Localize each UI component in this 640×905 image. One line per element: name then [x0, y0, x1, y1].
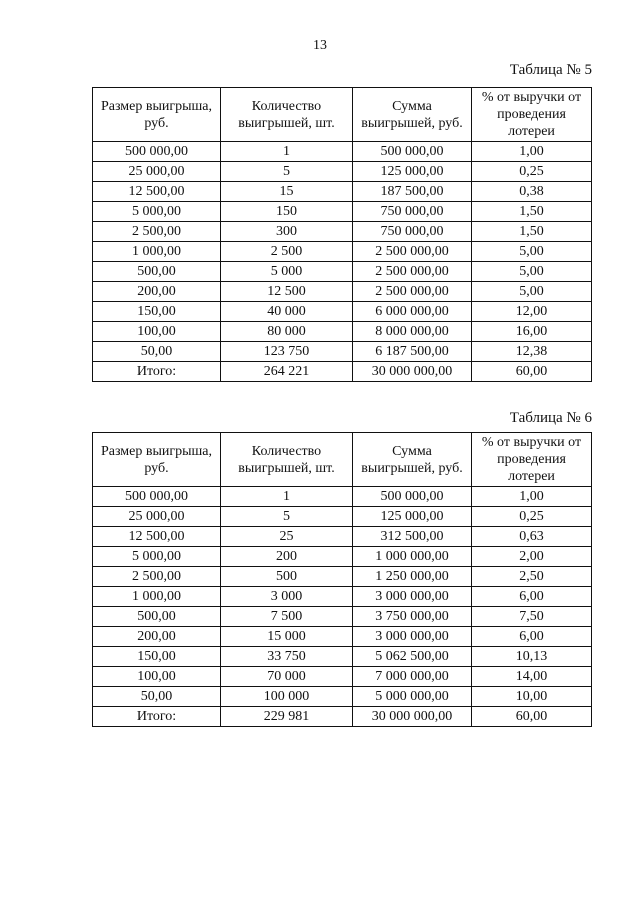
- cell-prize-sum: 6 000 000,00: [353, 302, 472, 322]
- table-row: [93, 262, 592, 282]
- table-row: [93, 567, 592, 587]
- cell-prize-size: 50,00: [93, 687, 221, 707]
- header-prize-count: Количество выигрышей, шт.: [221, 433, 353, 487]
- cell-prize-size: 5 000,00: [93, 547, 221, 567]
- cell-prize-size: 200,00: [93, 627, 221, 647]
- table-row: [93, 507, 592, 527]
- cell-prize-size: Итого:: [93, 362, 221, 382]
- table-row: [93, 647, 592, 667]
- table-row: [93, 487, 592, 507]
- header-prize-size: Размер выигрыша, руб.: [93, 433, 221, 487]
- cell-prize-sum: 312 500,00: [353, 527, 472, 547]
- cell-prize-sum: 3 000 000,00: [353, 627, 472, 647]
- cell-prize-count: 264 221: [221, 362, 353, 382]
- cell-revenue-percent: 1,00: [472, 487, 592, 507]
- header-revenue-percent: % от выручки от проведения лотереи: [472, 88, 592, 142]
- cell-revenue-percent: 2,50: [472, 567, 592, 587]
- cell-prize-count: 3 000: [221, 587, 353, 607]
- table-row: [93, 527, 592, 547]
- cell-prize-count: 300: [221, 222, 353, 242]
- cell-prize-sum: 1 000 000,00: [353, 547, 472, 567]
- cell-prize-sum: 1 250 000,00: [353, 567, 472, 587]
- table-row: [93, 202, 592, 222]
- cell-revenue-percent: 2,00: [472, 547, 592, 567]
- cell-prize-sum: 2 500 000,00: [353, 262, 472, 282]
- prize-table-5: [92, 87, 592, 382]
- cell-revenue-percent: 1,50: [472, 222, 592, 242]
- cell-revenue-percent: 6,00: [472, 587, 592, 607]
- table-row: [93, 342, 592, 362]
- table-total-row: [93, 707, 592, 727]
- cell-prize-size: 2 500,00: [93, 567, 221, 587]
- cell-prize-size: 200,00: [93, 282, 221, 302]
- cell-prize-count: 5: [221, 162, 353, 182]
- table-6-caption: Таблица № 6: [509, 410, 592, 426]
- cell-prize-size: 500,00: [93, 262, 221, 282]
- table-row: [93, 302, 592, 322]
- cell-prize-size: 150,00: [93, 302, 221, 322]
- header-revenue-percent: % от выручки от проведения лотереи: [472, 433, 592, 487]
- cell-prize-size: 500 000,00: [93, 487, 221, 507]
- cell-prize-count: 5: [221, 507, 353, 527]
- cell-prize-size: 500 000,00: [93, 142, 221, 162]
- cell-prize-count: 15: [221, 182, 353, 202]
- header-prize-size: Размер выигрыша, руб.: [93, 88, 221, 142]
- cell-revenue-percent: 5,00: [472, 262, 592, 282]
- table-row: [93, 627, 592, 647]
- cell-prize-sum: 7 000 000,00: [353, 667, 472, 687]
- table-row: [93, 687, 592, 707]
- cell-revenue-percent: 0,63: [472, 527, 592, 547]
- cell-revenue-percent: 1,00: [472, 142, 592, 162]
- cell-revenue-percent: 1,50: [472, 202, 592, 222]
- cell-revenue-percent: 5,00: [472, 242, 592, 262]
- cell-prize-count: 80 000: [221, 322, 353, 342]
- cell-prize-count: 15 000: [221, 627, 353, 647]
- table-row: [93, 607, 592, 627]
- prize-table-6: [92, 432, 592, 727]
- table-row: [93, 322, 592, 342]
- cell-prize-count: 500: [221, 567, 353, 587]
- cell-prize-count: 100 000: [221, 687, 353, 707]
- cell-revenue-percent: 5,00: [472, 282, 592, 302]
- cell-prize-size: 25 000,00: [93, 162, 221, 182]
- cell-prize-size: 150,00: [93, 647, 221, 667]
- cell-prize-sum: 30 000 000,00: [353, 707, 472, 727]
- cell-revenue-percent: 12,38: [472, 342, 592, 362]
- cell-prize-sum: 3 750 000,00: [353, 607, 472, 627]
- cell-prize-size: 25 000,00: [93, 507, 221, 527]
- cell-prize-sum: 125 000,00: [353, 162, 472, 182]
- cell-revenue-percent: 12,00: [472, 302, 592, 322]
- cell-prize-size: 1 000,00: [93, 587, 221, 607]
- table-row: [93, 162, 592, 182]
- cell-prize-count: 25: [221, 527, 353, 547]
- cell-prize-count: 70 000: [221, 667, 353, 687]
- cell-prize-count: 200: [221, 547, 353, 567]
- cell-prize-sum: 125 000,00: [353, 507, 472, 527]
- table-row: [93, 667, 592, 687]
- table-row: [93, 587, 592, 607]
- cell-prize-sum: 3 000 000,00: [353, 587, 472, 607]
- cell-revenue-percent: 6,00: [472, 627, 592, 647]
- table-header-row: [93, 433, 592, 487]
- cell-prize-size: 5 000,00: [93, 202, 221, 222]
- cell-prize-count: 1: [221, 142, 353, 162]
- table-row: [93, 282, 592, 302]
- header-prize-sum: Сумма выигрышей, руб.: [353, 88, 472, 142]
- cell-prize-sum: 8 000 000,00: [353, 322, 472, 342]
- cell-prize-sum: 6 187 500,00: [353, 342, 472, 362]
- cell-prize-size: 50,00: [93, 342, 221, 362]
- cell-revenue-percent: 10,13: [472, 647, 592, 667]
- cell-revenue-percent: 14,00: [472, 667, 592, 687]
- cell-prize-count: 7 500: [221, 607, 353, 627]
- cell-prize-sum: 187 500,00: [353, 182, 472, 202]
- cell-prize-count: 123 750: [221, 342, 353, 362]
- cell-prize-sum: 5 000 000,00: [353, 687, 472, 707]
- table-row: [93, 142, 592, 162]
- cell-prize-count: 40 000: [221, 302, 353, 322]
- header-prize-count: Количество выигрышей, шт.: [221, 88, 353, 142]
- cell-revenue-percent: 7,50: [472, 607, 592, 627]
- table-total-row: [93, 362, 592, 382]
- page-number: 13: [313, 38, 327, 53]
- table-row: [93, 547, 592, 567]
- cell-prize-sum: 500 000,00: [353, 487, 472, 507]
- cell-prize-size: 2 500,00: [93, 222, 221, 242]
- cell-prize-sum: 750 000,00: [353, 222, 472, 242]
- table-header-row: [93, 88, 592, 142]
- cell-prize-count: 33 750: [221, 647, 353, 667]
- cell-prize-size: 12 500,00: [93, 527, 221, 547]
- cell-prize-count: 229 981: [221, 707, 353, 727]
- table-row: [93, 222, 592, 242]
- cell-prize-count: 1: [221, 487, 353, 507]
- cell-prize-sum: 500 000,00: [353, 142, 472, 162]
- cell-revenue-percent: 0,25: [472, 507, 592, 527]
- cell-prize-count: 2 500: [221, 242, 353, 262]
- cell-prize-sum: 750 000,00: [353, 202, 472, 222]
- cell-prize-count: 150: [221, 202, 353, 222]
- cell-prize-sum: 2 500 000,00: [353, 282, 472, 302]
- cell-prize-count: 5 000: [221, 262, 353, 282]
- table-5-caption: Таблица № 5: [509, 62, 592, 78]
- cell-revenue-percent: 0,25: [472, 162, 592, 182]
- cell-prize-size: Итого:: [93, 707, 221, 727]
- cell-prize-size: 500,00: [93, 607, 221, 627]
- cell-revenue-percent: 60,00: [472, 362, 592, 382]
- cell-prize-size: 1 000,00: [93, 242, 221, 262]
- cell-revenue-percent: 60,00: [472, 707, 592, 727]
- table-row: [93, 242, 592, 262]
- cell-revenue-percent: 0,38: [472, 182, 592, 202]
- cell-revenue-percent: 16,00: [472, 322, 592, 342]
- cell-prize-size: 100,00: [93, 667, 221, 687]
- cell-prize-sum: 5 062 500,00: [353, 647, 472, 667]
- cell-prize-sum: 30 000 000,00: [353, 362, 472, 382]
- header-prize-sum: Сумма выигрышей, руб.: [353, 433, 472, 487]
- cell-prize-size: 100,00: [93, 322, 221, 342]
- cell-revenue-percent: 10,00: [472, 687, 592, 707]
- cell-prize-count: 12 500: [221, 282, 353, 302]
- table-row: [93, 182, 592, 202]
- cell-prize-sum: 2 500 000,00: [353, 242, 472, 262]
- cell-prize-size: 12 500,00: [93, 182, 221, 202]
